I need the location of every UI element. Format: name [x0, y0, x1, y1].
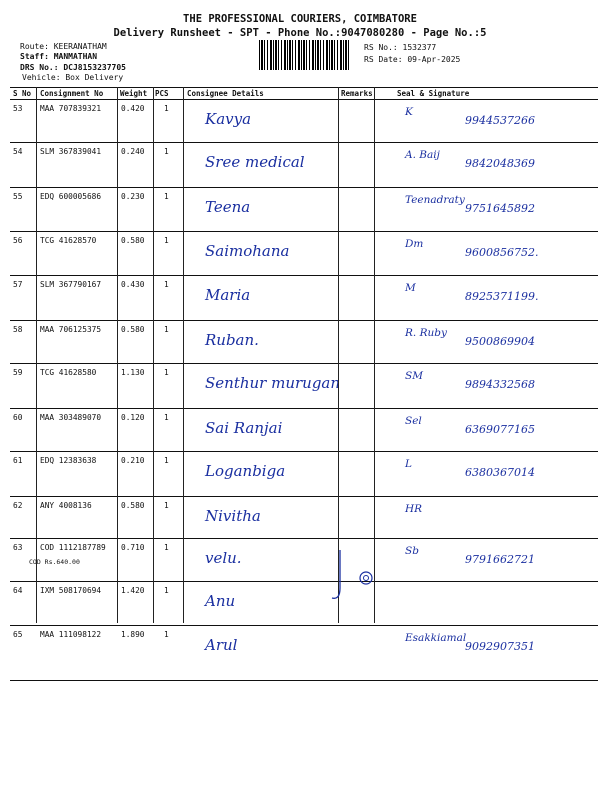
- receiver-name: Sai Ranjai: [205, 419, 283, 437]
- receiver-phone: 9600856752.: [465, 246, 539, 259]
- cell-pcs: 1: [164, 236, 169, 245]
- receiver-signature: Esakkiamal: [405, 632, 467, 644]
- table-row: [10, 232, 598, 276]
- cell-consignment: EDQ 12383638: [40, 456, 97, 465]
- col-remarks: Remarks: [341, 89, 373, 98]
- cell-consignment: MAA 303489070: [40, 413, 102, 422]
- rs-number: RS No.: 1532377: [364, 43, 437, 52]
- cell-pcs: 1: [164, 104, 169, 113]
- receiver-phone: 9894332568: [465, 378, 535, 391]
- cell-pcs: 1: [164, 147, 169, 156]
- receiver-name: Ruban.: [205, 331, 259, 349]
- cell-sno: 53: [13, 104, 23, 113]
- col-weight: Weight: [120, 89, 148, 98]
- cell-weight: 0.710: [121, 543, 145, 552]
- cell-weight: 0.420: [121, 104, 145, 113]
- cell-pcs: 1: [164, 413, 169, 422]
- receiver-name: Saimohana: [205, 242, 290, 260]
- vehicle-label: Vehicle: Box Delivery: [22, 73, 124, 82]
- cell-consignment: ANY 4008136: [40, 501, 92, 510]
- table-body: [10, 100, 598, 681]
- cell-weight: 0.430: [121, 280, 145, 289]
- cell-pcs: 1: [164, 543, 169, 552]
- cell-sno: 60: [13, 413, 23, 422]
- receiver-phone: 9842048369: [465, 157, 535, 170]
- cell-weight: 0.580: [121, 236, 145, 245]
- receiver-name: Loganbiga: [205, 462, 286, 480]
- cell-consignment: COD 1112187789: [40, 543, 106, 552]
- col-consignee: Consignee Details: [187, 89, 264, 98]
- cell-consignment: IXM 508170694: [40, 586, 102, 595]
- receiver-signature: K: [405, 106, 413, 118]
- cell-consignment: TCG 41628570: [40, 236, 97, 245]
- cell-pcs: 1: [164, 192, 169, 201]
- cell-pcs: 1: [164, 456, 169, 465]
- receiver-signature: Sb: [405, 545, 419, 557]
- table-row: [10, 626, 598, 681]
- cell-sno: 61: [13, 456, 23, 465]
- table-header: [10, 88, 598, 100]
- receiver-name: Anu: [205, 592, 236, 610]
- receiver-name: Nivitha: [205, 507, 261, 525]
- receiver-name: Arul: [205, 636, 238, 654]
- receiver-phone: 8925371199.: [465, 290, 539, 303]
- cell-pcs: 1: [164, 501, 169, 510]
- cell-consignment: MAA 706125375: [40, 325, 102, 334]
- route-label: Route: KEERANATHAM: [20, 42, 107, 51]
- cell-consignment: MAA 707839321: [40, 104, 102, 113]
- cell-weight: 0.210: [121, 456, 145, 465]
- cell-pcs: 1: [164, 586, 169, 595]
- receiver-name: Teena: [205, 198, 251, 216]
- receiver-signature: R. Ruby: [405, 327, 447, 339]
- handwritten-marks: [330, 548, 375, 628]
- receiver-signature: Dm: [405, 238, 424, 250]
- cell-sno: 57: [13, 280, 23, 289]
- cell-weight: 0.240: [121, 147, 145, 156]
- cell-weight: 1.890: [121, 630, 145, 639]
- drs-number: DRS No.: DCJ8153237705: [20, 63, 126, 72]
- table-row: [10, 582, 598, 626]
- cell-sno: 58: [13, 325, 23, 334]
- table-row: [10, 452, 598, 497]
- cell-sno: 63: [13, 543, 23, 552]
- col-pcs: PCS: [155, 89, 169, 98]
- receiver-name: velu.: [205, 549, 242, 567]
- receiver-signature: Sel: [405, 415, 422, 427]
- cell-pcs: 1: [164, 325, 169, 334]
- receiver-phone: 9500869904: [465, 335, 535, 348]
- cell-weight: 1.420: [121, 586, 145, 595]
- cell-sno: 56: [13, 236, 23, 245]
- table-row: [10, 276, 598, 321]
- barcode: [259, 40, 351, 70]
- rs-date: RS Date: 09-Apr-2025: [364, 55, 461, 64]
- staff-label: Staff: MANMATHAN: [20, 52, 98, 61]
- receiver-signature: HR: [405, 503, 423, 515]
- table-row: [10, 143, 598, 188]
- cell-consignment: SLM 367839041: [40, 147, 102, 156]
- cell-sno: 59: [13, 368, 23, 377]
- receiver-signature: M: [405, 282, 416, 294]
- col-sno: S No: [13, 89, 32, 98]
- receiver-name: Sree medical: [205, 153, 305, 171]
- receiver-name: Senthur murugan: [205, 374, 341, 392]
- cell-consignment: MAA 111098122: [40, 630, 102, 639]
- receiver-phone: 6369077165: [465, 423, 535, 436]
- table-row: [10, 321, 598, 364]
- company-name: THE PROFESSIONAL COURIERS, COIMBATORE: [183, 13, 417, 25]
- cell-sno: 55: [13, 192, 23, 201]
- cell-pcs: 1: [164, 630, 169, 639]
- table-row: [10, 100, 598, 143]
- receiver-name: Kavya: [205, 110, 252, 128]
- receiver-phone: 9751645892: [465, 202, 535, 215]
- col-seal: Seal & Signature: [397, 89, 470, 98]
- receiver-signature: SM: [405, 370, 423, 382]
- receiver-signature: L: [405, 458, 412, 470]
- receiver-name: Maria: [205, 286, 251, 304]
- receiver-phone: 9092907351: [465, 640, 535, 653]
- table-row: [10, 364, 598, 409]
- cell-weight: 0.580: [121, 325, 145, 334]
- cell-consignment: SLM 367790167: [40, 280, 102, 289]
- table-row: [10, 409, 598, 452]
- table-row: [10, 539, 598, 582]
- cell-sno: 54: [13, 147, 23, 156]
- cell-consignment: TCG 41628580: [40, 368, 97, 377]
- cell-pcs: 1: [164, 280, 169, 289]
- receiver-signature: Teenadraty: [405, 194, 465, 206]
- cell-weight: 0.120: [121, 413, 145, 422]
- runsheet-table: [10, 87, 598, 681]
- receiver-phone: 6380367014: [465, 466, 535, 479]
- receiver-signature: A. Baij: [405, 149, 440, 161]
- table-row: [10, 188, 598, 232]
- cell-sno: 62: [13, 501, 23, 510]
- table-row: [10, 497, 598, 539]
- cell-sno: 64: [13, 586, 23, 595]
- cell-weight: 1.130: [121, 368, 145, 377]
- cell-weight: 0.580: [121, 501, 145, 510]
- runsheet-subtitle: Delivery Runsheet - SPT - Phone No.:9047080280 - Page No.:5: [113, 27, 487, 39]
- col-consignment: Consignment No: [40, 89, 104, 98]
- receiver-phone: 9791662721: [465, 553, 535, 566]
- cell-sno: 65: [13, 630, 23, 639]
- receiver-phone: 9944537266: [465, 114, 535, 127]
- cell-pcs: 1: [164, 368, 169, 377]
- cell-weight: 0.230: [121, 192, 145, 201]
- cell-consignment: EDQ 600005686: [40, 192, 102, 201]
- cod-amount: COD Rs.640.00: [29, 558, 80, 566]
